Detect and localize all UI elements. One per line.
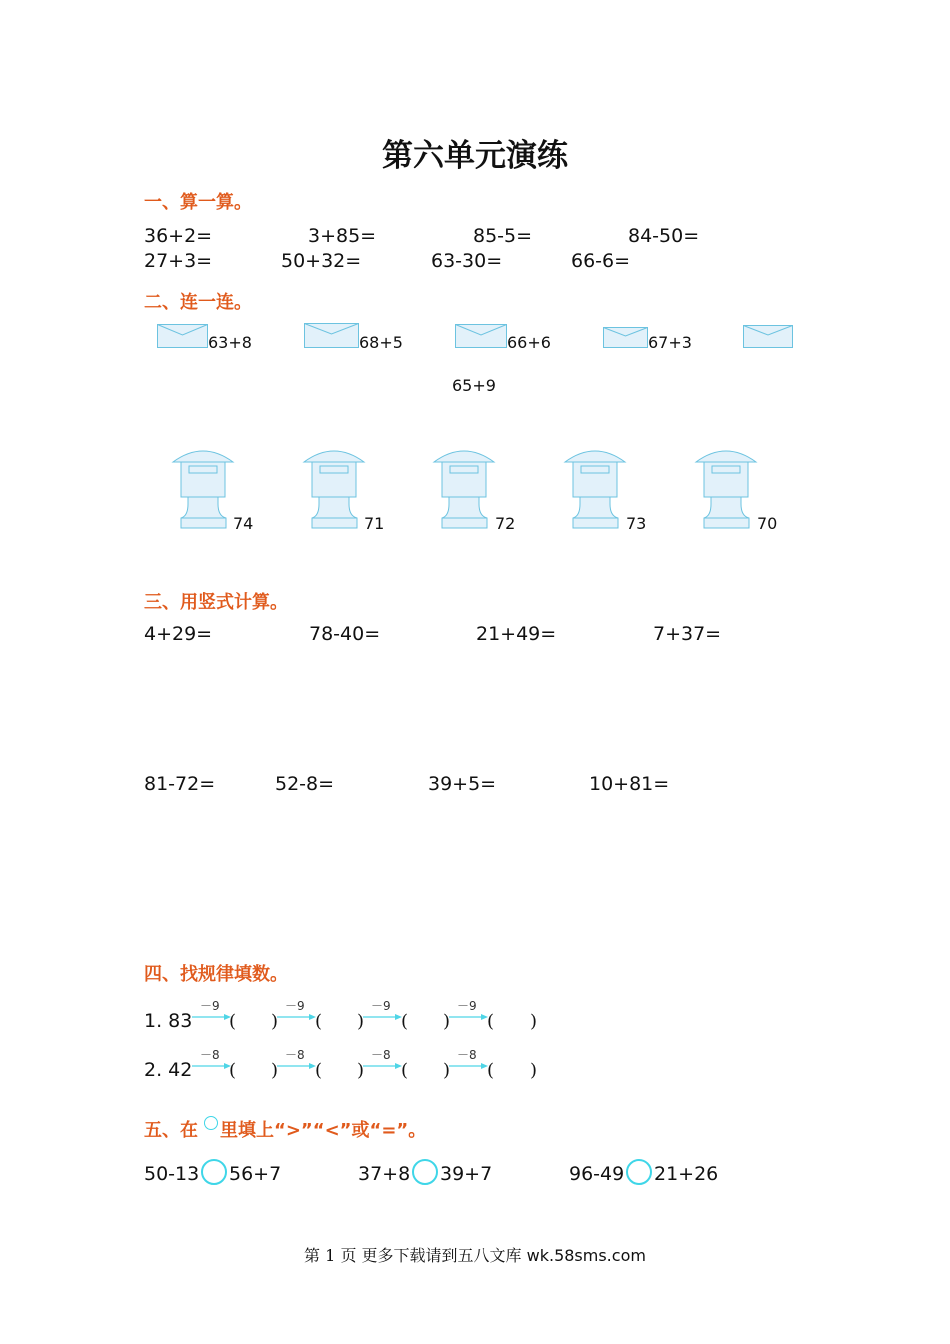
close-paren: ) <box>357 1011 365 1032</box>
arrow-icon <box>449 1062 489 1070</box>
close-paren: ) <box>530 1011 538 1032</box>
section-1-heading: 一、算一算。 <box>144 192 252 213</box>
envelope-label: 65+9 <box>452 376 496 395</box>
envelope-icon <box>743 325 793 348</box>
open-paren: ( <box>487 1060 495 1081</box>
open-paren: ( <box>315 1011 323 1032</box>
equation: 52-8= <box>275 773 335 795</box>
section-2-heading: 二、连一连。 <box>144 292 252 313</box>
envelope-label: 67+3 <box>648 333 692 352</box>
equation: 4+29= <box>144 623 213 645</box>
envelope-icon <box>304 323 359 348</box>
mailbox-icon <box>172 447 234 531</box>
operation-label: －8 <box>457 1048 477 1062</box>
open-paren: ( <box>229 1011 237 1032</box>
operation-label: －9 <box>457 999 477 1013</box>
open-paren: ( <box>401 1060 409 1081</box>
section-5-heading-end: 里填上“>”“<”或“=”。 <box>220 1120 427 1141</box>
circle-icon <box>204 1116 218 1130</box>
mailbox-label: 72 <box>495 514 516 533</box>
equation: 27+3= <box>144 250 213 272</box>
equation: 36+2= <box>144 225 213 247</box>
equation: 50+32= <box>281 250 362 272</box>
envelope-icon <box>455 324 507 348</box>
answer-circle[interactable] <box>201 1159 227 1185</box>
open-paren: ( <box>229 1060 237 1081</box>
mailbox-label: 71 <box>364 514 385 533</box>
open-paren: ( <box>487 1011 495 1032</box>
answer-circle[interactable] <box>626 1159 652 1185</box>
open-paren: ( <box>315 1060 323 1081</box>
mailbox-icon <box>695 447 757 531</box>
equation: 66-6= <box>571 250 631 272</box>
sequence-start: 1. 83 <box>144 1010 193 1032</box>
footer-text: 页 更多下载请到五八文库 <box>340 1246 522 1265</box>
footer-prefix: 第 <box>304 1246 321 1265</box>
equation: 78-40= <box>309 623 381 645</box>
answer-circle[interactable] <box>412 1159 438 1185</box>
equation: 81-72= <box>144 773 216 795</box>
envelope-label: 66+6 <box>507 333 551 352</box>
operation-label: －9 <box>285 999 305 1013</box>
footer-link[interactable]: wk.58sms.com <box>526 1246 646 1265</box>
envelope-label: 63+8 <box>208 333 252 352</box>
envelope-icon <box>603 327 648 348</box>
arrow-icon <box>192 1062 232 1070</box>
comparison-right: 39+7 <box>440 1163 493 1185</box>
page-number: 1 <box>325 1246 336 1265</box>
operation-label: －9 <box>371 999 391 1013</box>
sequence-start: 2. 42 <box>144 1059 193 1081</box>
section-4-heading: 四、找规律填数。 <box>144 964 288 985</box>
mailbox-icon <box>303 447 365 531</box>
operation-label: －9 <box>200 999 220 1013</box>
equation: 63-30= <box>431 250 503 272</box>
arrow-icon <box>192 1013 232 1021</box>
section-5-heading-start: 五、在 <box>144 1120 198 1141</box>
close-paren: ) <box>357 1060 365 1081</box>
mailbox-label: 74 <box>233 514 254 533</box>
equation: 10+81= <box>589 773 670 795</box>
arrow-icon <box>449 1013 489 1021</box>
comparison-left: 96-49 <box>569 1163 625 1185</box>
mailbox-label: 73 <box>626 514 647 533</box>
close-paren: ) <box>443 1060 451 1081</box>
envelope-label: 68+5 <box>359 333 403 352</box>
mailbox-icon <box>564 447 626 531</box>
equation: 39+5= <box>428 773 497 795</box>
comparison-left: 37+8 <box>358 1163 411 1185</box>
operation-label: －8 <box>285 1048 305 1062</box>
envelope-icon <box>157 324 208 348</box>
operation-label: －8 <box>200 1048 220 1062</box>
page-footer <box>0 1243 950 1266</box>
close-paren: ) <box>443 1011 451 1032</box>
equation: 21+49= <box>476 623 557 645</box>
section-3-heading: 三、用竖式计算。 <box>144 592 288 613</box>
open-paren: ( <box>401 1011 409 1032</box>
close-paren: ) <box>530 1060 538 1081</box>
operation-label: －8 <box>371 1048 391 1062</box>
comparison-right: 56+7 <box>229 1163 282 1185</box>
mailbox-icon <box>433 447 495 531</box>
comparison-left: 50-13 <box>144 1163 200 1185</box>
page-title: 第六单元演练 <box>382 138 568 174</box>
arrow-icon <box>363 1062 403 1070</box>
equation: 84-50= <box>628 225 700 247</box>
arrow-icon <box>277 1062 317 1070</box>
equation: 3+85= <box>308 225 377 247</box>
equation: 7+37= <box>653 623 722 645</box>
comparison-right: 21+26 <box>654 1163 719 1185</box>
close-paren: ) <box>271 1060 279 1081</box>
close-paren: ) <box>271 1011 279 1032</box>
mailbox-label: 70 <box>757 514 778 533</box>
arrow-icon <box>277 1013 317 1021</box>
equation: 85-5= <box>473 225 533 247</box>
arrow-icon <box>363 1013 403 1021</box>
